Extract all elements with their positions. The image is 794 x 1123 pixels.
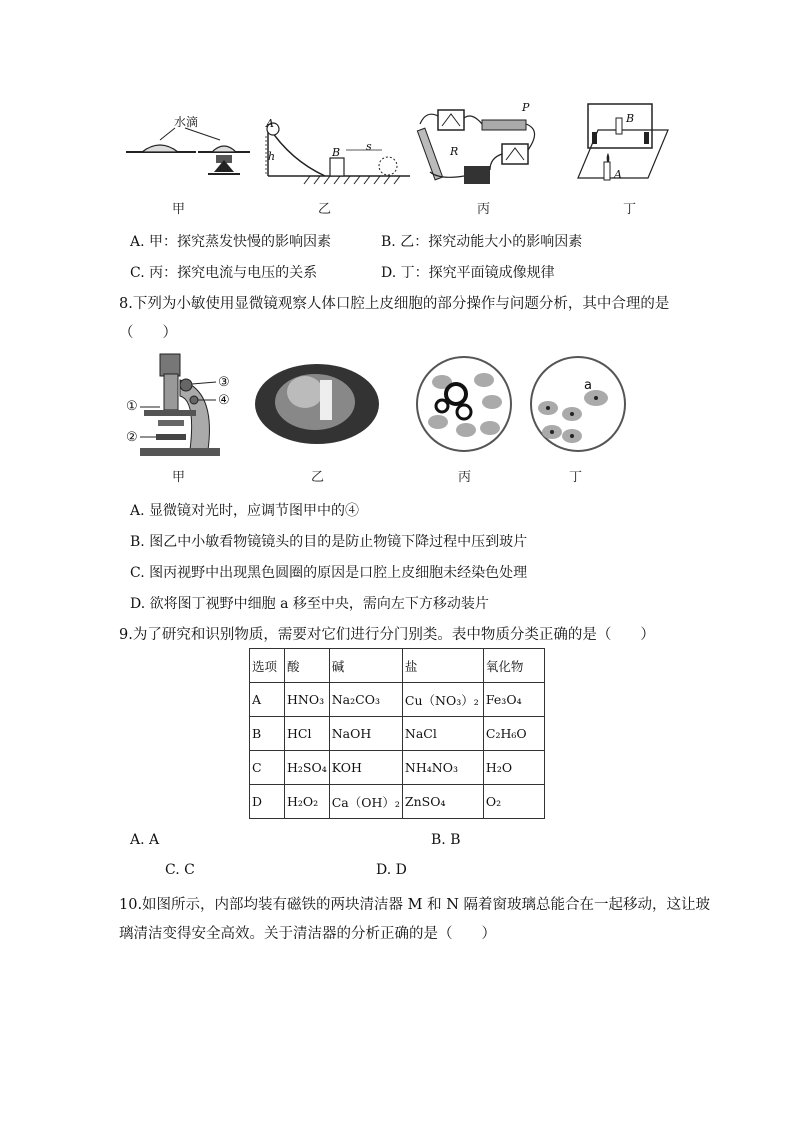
- q8-stem: 8.下列为小敏使用显微镜观察人体口腔上皮细胞的部分操作与问题分析，其中合理的是: [119, 296, 670, 312]
- table-cell: D: [250, 785, 285, 819]
- q7-fig-bing: [417, 110, 534, 184]
- table-cell: H₂O: [483, 751, 544, 785]
- table-row: [250, 751, 545, 785]
- table-cell: NaOH: [329, 717, 402, 751]
- distance-s-label: s: [366, 140, 372, 153]
- q9-option-d: D. D: [376, 862, 407, 878]
- marker-1: ①: [126, 399, 138, 414]
- water-drop-label: 水滴: [174, 115, 199, 129]
- table-cell: O₂: [483, 785, 544, 819]
- q8-fig-ding-view: [531, 357, 625, 451]
- table-cell: B: [250, 717, 285, 751]
- q7-option-c: C. 丙：探究电流与电压的关系: [130, 265, 318, 281]
- q8-paren: （ ）: [119, 325, 177, 341]
- marker-4: ④: [218, 393, 230, 408]
- height-h-label: h: [268, 150, 276, 163]
- block-b-label: B: [332, 146, 341, 159]
- table-cell: HNO₃: [285, 683, 330, 717]
- q8-option-a: A. 显微镜对光时，应调节图甲中的④: [130, 503, 360, 519]
- table-cell: Cu（NO₃）₂: [402, 683, 483, 717]
- q8-fig-yi-photo: [255, 364, 379, 444]
- header-cell: 碱: [329, 649, 402, 683]
- q7-fig-jia: [126, 128, 250, 174]
- q8-figure-strip: [120, 350, 680, 460]
- table-cell: A: [250, 683, 285, 717]
- q8-fig-jia-microscope: [140, 354, 220, 456]
- table-row: [250, 785, 545, 819]
- ball-a-label: A: [266, 117, 274, 130]
- table-cell: H₂SO₄: [285, 751, 330, 785]
- table-cell: Na₂CO₃: [329, 683, 402, 717]
- marker-3: ③: [218, 375, 230, 390]
- q7-fig-ding: [578, 104, 668, 180]
- q10-stem-line1: 10.如图所示，内部均装有磁铁的两块清洁器 M 和 N 隔着窗玻璃总能合在一起移动，这让玻: [119, 897, 711, 913]
- cell-a-label: a: [584, 378, 592, 393]
- table-cell: NH₄NO₃: [402, 751, 483, 785]
- q8-option-c: C. 图丙视野中出现黑色圆圈的原因是口腔上皮细胞未经染色处理: [130, 565, 528, 581]
- q9-option-c: C. C: [165, 862, 195, 878]
- q7-option-b: B. 乙：探究动能大小的影响因素: [381, 234, 583, 250]
- q7-figure-strip: [120, 100, 680, 190]
- classification-table: [249, 648, 545, 819]
- table-row: [250, 717, 545, 751]
- header-cell: 酸: [285, 649, 330, 683]
- table-cell: KOH: [329, 751, 402, 785]
- q9-stem: 9.为了研究和识别物质，需要对它们进行分门别类。表中物质分类正确的是（ ）: [119, 627, 655, 643]
- q8-label-bing: 丙: [458, 470, 472, 485]
- resistor-r-label: R: [450, 145, 459, 158]
- header-cell: 盐: [402, 649, 483, 683]
- q8-label-yi: 乙: [311, 470, 325, 485]
- q8-fig-bing-view: [417, 357, 511, 451]
- q7-label-yi: 乙: [318, 202, 332, 217]
- q9-option-a: A. A: [130, 832, 160, 848]
- candle-a-label: A: [614, 168, 622, 181]
- q7-option-a: A. 甲：探究蒸发快慢的影响因素: [130, 234, 332, 250]
- table-cell: Fe₃O₄: [483, 683, 544, 717]
- q8-label-jia: 甲: [172, 470, 186, 485]
- header-cell: 选项: [250, 649, 285, 683]
- table-cell: ZnSO₄: [402, 785, 483, 819]
- q8-option-d: D. 欲将图丁视野中细胞 a 移至中央，需向左下方移动装片: [130, 596, 489, 612]
- table-cell: H₂O₂: [285, 785, 330, 819]
- table-cell: Ca（OH）₂: [329, 785, 402, 819]
- table-row: [250, 683, 545, 717]
- header-cell: 氧化物: [483, 649, 544, 683]
- slider-p-label: P: [522, 101, 530, 114]
- candle-b-label: B: [626, 112, 635, 125]
- marker-2: ②: [126, 430, 138, 445]
- q8-option-b: B. 图乙中小敏看物镜镜头的目的是防止物镜下降过程中压到玻片: [130, 534, 528, 550]
- table-cell: C: [250, 751, 285, 785]
- q7-option-d: D. 丁：探究平面镜成像规律: [381, 265, 555, 281]
- q10-stem-line2: 璃清洁变得安全高效。关于清洁器的分析正确的是（ ）: [119, 926, 496, 942]
- q7-label-jia: 甲: [172, 202, 186, 217]
- table-header-row: [250, 649, 545, 683]
- q8-label-ding: 丁: [569, 470, 583, 485]
- q9-option-b: B. B: [431, 832, 461, 848]
- table-cell: NaCl: [402, 717, 483, 751]
- q7-label-bing: 丙: [477, 202, 491, 217]
- table-cell: C₂H₆O: [483, 717, 544, 751]
- q7-label-ding: 丁: [623, 202, 637, 217]
- table-cell: HCl: [285, 717, 330, 751]
